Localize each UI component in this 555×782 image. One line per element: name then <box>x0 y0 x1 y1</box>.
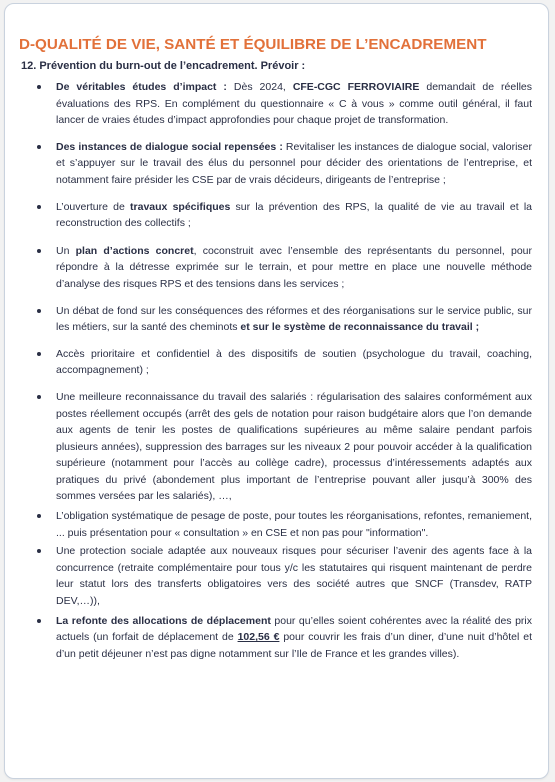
item-text: Revitaliser les instances de dialogue social, valoriser et s’appuyer sur le travail des élus du personnel pour décider des orientations de l’entreprise, et notamment faire présider les CSE par de vrais décideurs, dirigeants de l’entreprise ; <box>56 140 533 186</box>
list-item <box>19 79 534 129</box>
list-item <box>19 389 534 505</box>
item-bold-org: CFE-CGC FERROVIAIRE <box>292 81 420 93</box>
item-text: , coconstruit avec l’ensemble des représentants du personnel, pour répondre à la détresse exprimée sur le terrain, et pour mettre en place une nouvelle méthode d’analyse des risques RPS et des tensions dans les services ; <box>56 244 532 290</box>
item-bold-lead: Des instances de dialogue social repensées : <box>56 140 283 153</box>
item-bold-lead: La refonte des allocations de déplacement <box>56 614 271 627</box>
list-item <box>19 543 534 609</box>
list-item <box>19 613 534 663</box>
bullet-icon <box>37 205 41 209</box>
bullet-icon <box>37 352 41 356</box>
list-item <box>19 346 534 379</box>
subsection-heading: 12. Prévention du burn-out de l’encadrement. Prévoir : <box>21 60 306 72</box>
item-text: Une protection sociale adaptée aux nouveaux risques pour sécuriser l’avenir des agents face à la concurrence (retraite complémentaire pour tous y/c les statutaires qui risquent maintenant de perdre leur statut lors des transferts obligatoires vers des société autres que SNCF (Transdev, RATP DEV,…)), <box>56 545 532 608</box>
item-bold-tail: et sur le système de reconnaissance du travail ; <box>240 321 480 334</box>
list-item <box>19 199 534 232</box>
document-content <box>19 36 534 670</box>
item-text: Une meilleure reconnaissance du travail des salariés : régularisation des salaires conformément aux postes réellement occupés (arrêt des gels de notation pour raison budgétaire alors que l’on demande aux agents de tenir les postes de qualifications supérieures au même salaire pendant parfois plusieurs années), suppression des barrages sur les niveaux 2 pour pouvoir accéder à la qualification supérieure (notamment pour l’accès au collège cadre), processus d’intéressements adaptés aux pratiques du privé (abondement plus important de l’entreprise pouvant aller jusqu’à 300% des sommes versées par les salariés), …, <box>56 390 532 503</box>
item-bold-lead: plan d’actions concret <box>75 244 194 257</box>
item-bold-lead: travaux spécifiques <box>130 200 231 213</box>
bullet-icon <box>37 549 41 553</box>
item-bold-lead: De véritables études d’impact : <box>56 81 227 93</box>
bullet-icon <box>37 309 41 313</box>
item-text: sur la prévention des RPS, la qualité de vie au travail et la reconstruction des collectifs ; <box>56 200 532 230</box>
bullet-icon <box>37 249 41 253</box>
measures-list <box>19 79 534 662</box>
item-text: Un débat de fond sur les conséquences des réformes et des réorganisations sur le service public, sur les métiers, sur la santé des cheminots <box>56 304 532 334</box>
bullet-icon <box>37 514 41 518</box>
document-card <box>4 3 549 779</box>
list-item <box>19 243 534 293</box>
list-item <box>19 139 534 189</box>
item-text: L’obligation systématique de pesage de poste, pour toutes les réorganisations, refontes, remaniement, ... puis présentation pour « consultation » en CSE et non pas pour "information". <box>56 510 532 539</box>
item-text: demandait de réelles évaluations des RPS. En complément du questionnaire « C à vous » comme outil général, il faut lancer de vraies études d’impact approfondies pour chaque projet de transformation. <box>56 81 532 127</box>
item-text: Accès prioritaire et confidentiel à des dispositifs de soutien (psychologue du travail, coaching, accompagnement) ; <box>56 347 532 377</box>
item-text: L’ouverture de <box>56 200 131 213</box>
list-item <box>19 303 534 336</box>
item-text: Dès 2024, <box>226 81 293 93</box>
item-text: pour couvrir les frais d’un diner, d’une nuit d’hôtel et d’un petit déjeuner n’est pas digne notamment sur l’Ile de France et les grandes villes). <box>56 631 532 660</box>
list-item <box>19 508 534 541</box>
item-text: Un <box>56 244 76 257</box>
bullet-icon <box>37 395 41 399</box>
bullet-icon <box>37 85 41 89</box>
amount-value: 102,56 € <box>237 631 280 644</box>
bullet-icon <box>37 619 41 623</box>
item-text: pour qu’elles soient cohérentes avec la réalité des prix actuels (un forfait de déplacement de <box>56 614 532 644</box>
section-title: D-QUALITÉ DE VIE, SANTÉ ET ÉQUILIBRE DE L’ENCADREMENT <box>19 36 487 53</box>
bullet-icon <box>37 145 41 149</box>
